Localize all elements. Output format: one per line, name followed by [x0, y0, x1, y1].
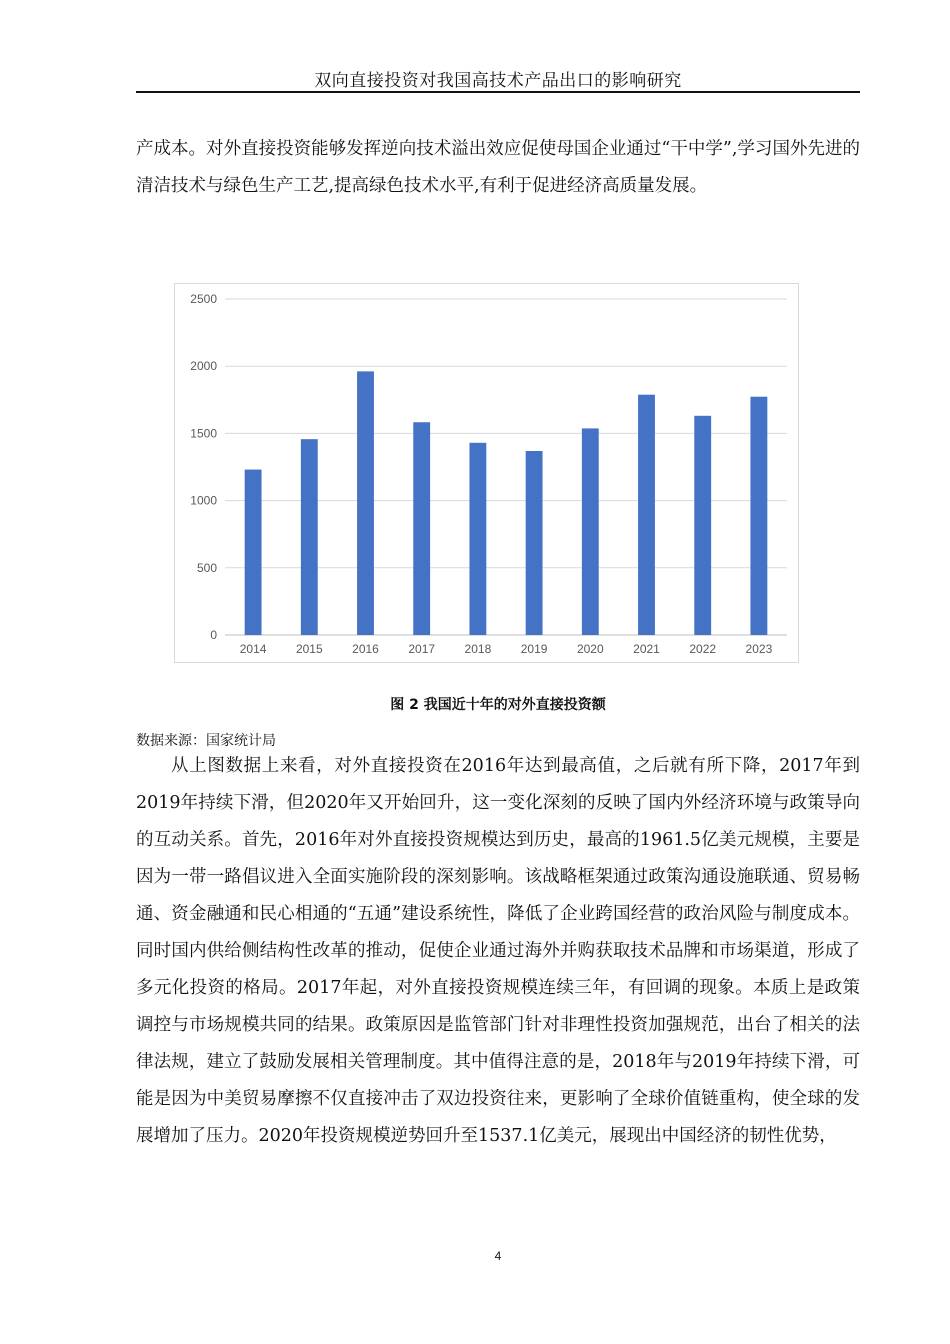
x-tick-label: 2021 [633, 642, 660, 656]
y-tick-label: 0 [210, 628, 217, 642]
bar-2021 [638, 395, 655, 635]
paragraph-2: 从上图数据上来看，对外直接投资在2016年达到最高值，之后就有所下降，2017年到2019年持续下滑，但2020年又开始回升，这一变化深刻的反映了国内外经济环境与政策导向的互动关系。首先，2016年对外直接投资规模达到历史，最高的1961.5亿美元规模，主要是因为一带一路倡议进入全面实施阶段的深刻影响。该战略框架通过政策沟通设施联通、贸易畅通、资金融通和民心相通的“五通”建设系统性，降低了企业跨国经营的政治风险与制度成本。同时国内供给侧结构性改革的推动，促使企业通过海外并购获取技术品牌和市场渠道，形成了多元化投资的格局。2017年起，对外直接投资规模连续三年，有回调的现象。本质上是政策调控与市场规模共同的结果。政策原因是监管部门针对非理性投资加强规范，出台了相关的法律法规，建立了鼓励发展相关管理制度。其中值得注意的是，2018年与2019年持续下滑，可能是因为中美贸易摩擦不仅直接冲击了双边投资往来，更影响了全球价值链重构，使全球的发展增加了压力。2020年投资规模逆势回升至1537.1亿美元，展现出中国经济的韧性优势， [136, 756, 860, 1146]
bar-2017 [413, 422, 430, 635]
figure-caption: 图 2 我国近十年的对外直接投资额 [390, 697, 606, 713]
running-header: 双向直接投资对我国高技术产品出口的影响研究 [314, 71, 682, 91]
bar-2018 [469, 443, 486, 635]
y-tick-label: 1500 [190, 426, 217, 441]
x-tick-label: 2019 [520, 642, 548, 656]
x-tick-label: 2023 [745, 642, 773, 656]
x-tick-label: 2020 [576, 642, 604, 656]
y-tick-label: 2000 [190, 359, 217, 374]
bar-2016 [357, 371, 374, 635]
x-tick-label: 2022 [689, 642, 717, 656]
x-tick-label: 2017 [408, 642, 436, 656]
header-rule [136, 91, 860, 93]
x-tick-label: 2018 [464, 642, 492, 656]
chart-container [174, 283, 799, 663]
x-tick-label: 2016 [352, 642, 379, 656]
y-tick-label: 500 [196, 560, 217, 575]
data-source: 数据来源：国家统计局 [136, 733, 276, 749]
bar-2023 [750, 397, 767, 635]
bar-chart [175, 284, 800, 664]
page-number: 4 [494, 1249, 502, 1263]
y-tick-label: 1000 [190, 493, 217, 508]
bar-2014 [245, 470, 262, 635]
paragraph-1: 产成本。对外直接投资能够发挥逆向技术溢出效应促使母国企业通过“干中学”,学习国外先进的清洁技术与绿色生产工艺,提高绿色技术水平,有利于促进经济高质量发展。 [136, 139, 860, 196]
x-tick-label: 2015 [295, 642, 323, 656]
x-tick-label: 2014 [239, 642, 267, 656]
bar-2022 [694, 416, 711, 635]
bar-2020 [582, 428, 599, 635]
y-tick-label: 2500 [190, 292, 217, 306]
bar-2015 [301, 439, 318, 635]
bar-2019 [526, 451, 543, 635]
